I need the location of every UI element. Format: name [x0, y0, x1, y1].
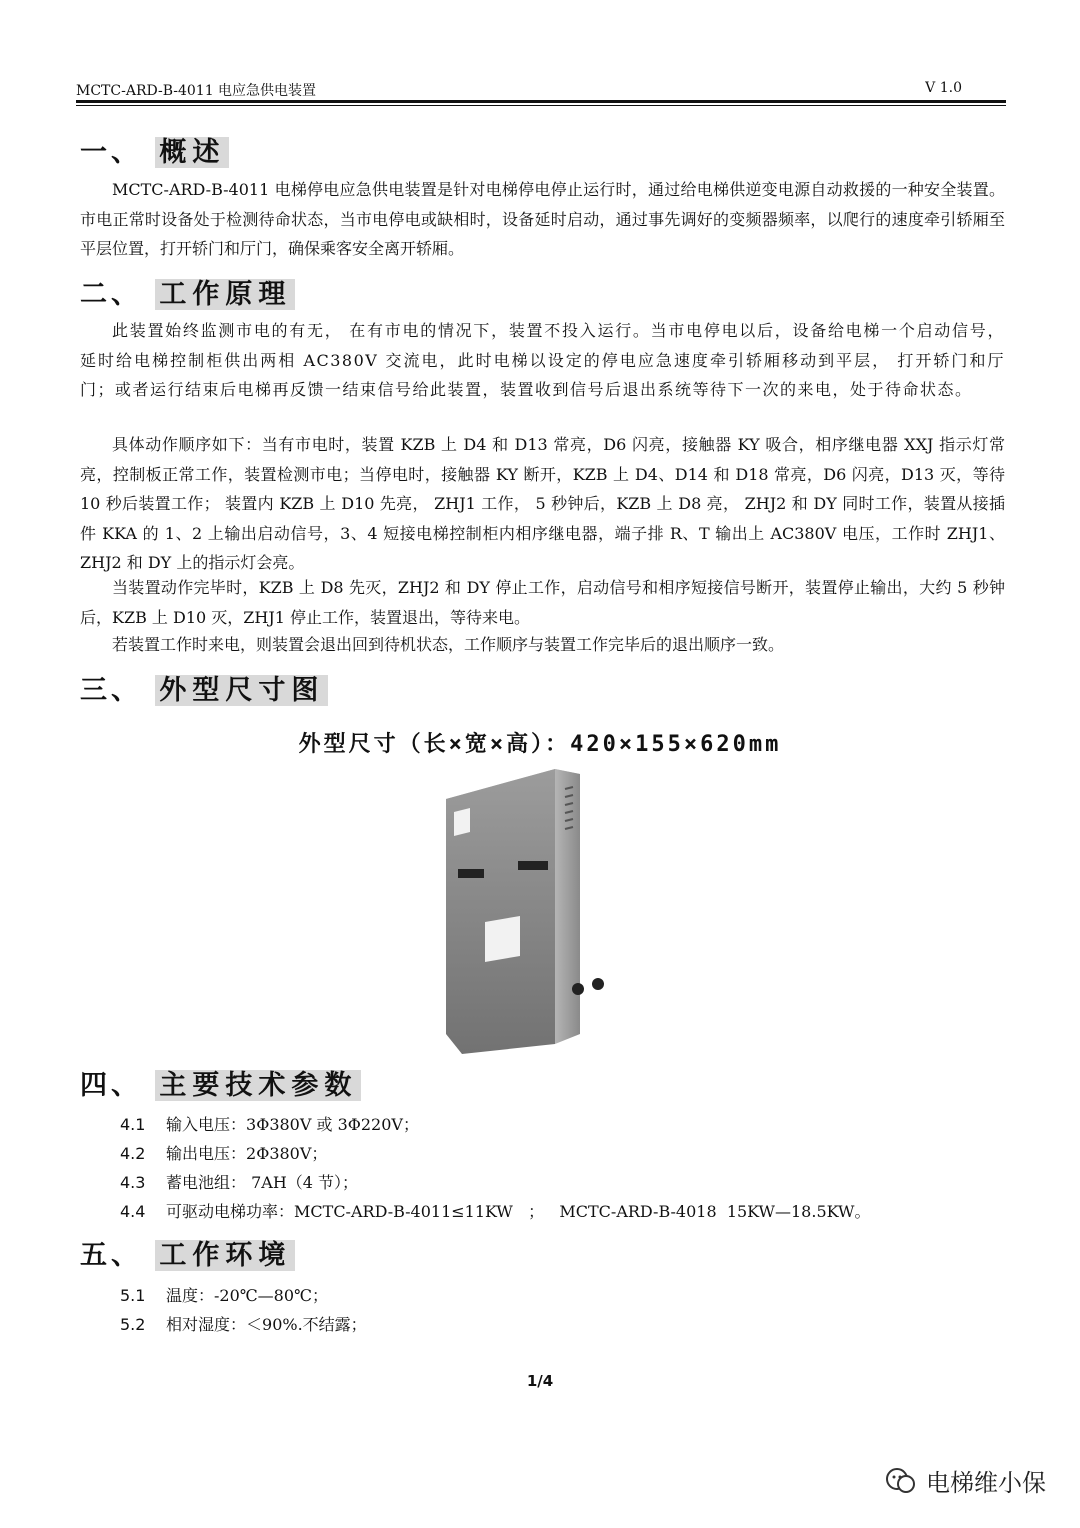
param-number: 4.1: [120, 1115, 146, 1134]
param-label: 蓄电池组：: [166, 1173, 247, 1192]
header-version: V 1.0: [925, 80, 962, 96]
section-1-number: 一、: [80, 137, 142, 168]
env-value: ＜90%.不结露；: [246, 1315, 367, 1334]
param-item: [120, 1141, 327, 1164]
param-value: MCTC-ARD-B-4011≤11KW ； MCTC-ARD-B-4018 15KW—18.5KW。: [294, 1202, 871, 1221]
section-3-title: 外型尺寸图: [155, 675, 328, 706]
section-4-heading: [80, 1063, 361, 1102]
param-value: 3Φ380V 或 3Φ220V；: [246, 1115, 419, 1134]
env-label: 相对湿度：: [166, 1315, 247, 1334]
env-number: 5.1: [120, 1286, 146, 1305]
principle-paragraph-3: 当装置动作完毕时，KZB 上 D8 先灭，ZHJ2 和 DY 停止工作，启动信号和相序短接信号断开，装置停止输出，大约 5 秒钟后，KZB 上 D10 灭，ZHJ1 停止工作，装置退出，等待来电。: [80, 578, 1005, 627]
param-label: 输出电压：: [166, 1144, 247, 1163]
param-value: 2Φ380V；: [246, 1144, 328, 1163]
section-5-title: 工作环境: [155, 1240, 295, 1271]
param-item: [120, 1170, 358, 1193]
section-4-number: 四、: [80, 1070, 142, 1101]
param-value: 7AH（4 节）；: [246, 1173, 359, 1192]
section-3-heading: [80, 668, 328, 707]
section-4-title: 主要技术参数: [155, 1070, 361, 1101]
env-number: 5.2: [120, 1315, 146, 1334]
section-3-number: 三、: [80, 675, 142, 706]
section-2-title: 工作原理: [155, 279, 295, 310]
param-number: 4.3: [120, 1173, 146, 1192]
section-1-heading: [80, 130, 229, 169]
overview-paragraph: MCTC-ARD-B-4011 电梯停电应急供电装置是针对电梯停电停止运行时，通过给电梯供逆变电源自动救援的一种安全装置。市电正常时设备处于检测待命状态，当市电停电或缺相时，设备延时启动，通过事先调好的变频器频率，以爬行的速度牵引轿厢至平层位置，打开轿门和厅门，确保乘客安全离开轿厢。: [80, 180, 1005, 258]
dimension-title: 外型尺寸（长×宽×高）：420×155×620mm: [298, 732, 782, 757]
header-doc-title: MCTC-ARD-B-4011 电应急供电装置: [76, 83, 317, 99]
env-item: [120, 1283, 328, 1306]
section-2-heading: [80, 272, 295, 311]
env-label: 温度：: [166, 1286, 215, 1305]
param-item: [120, 1199, 870, 1222]
product-cabinet-image: [440, 764, 615, 1054]
principle-paragraph-2: 具体动作顺序如下：当有市电时，装置 KZB 上 D4 和 D13 常亮，D6 闪亮，接触器 KY 吸合，相序继电器 XXJ 指示灯常亮，控制板正常工作，装置检测市电；当停电时，接触器 KY 断开，KZB 上 D4、D14 和 D18 常亮，D6 闪亮，D13 灭，等待 10 秒后装置工作； 装置内 KZB 上 D10 先亮， ZHJ1 工作， 5 秒钟后，KZB 上 D8 亮， ZHJ2 和 DY 同时工作，装置从接插件 KKA 的 1、2 上输出启动信号，3、4 短接电梯控制柜内相序继电器，端子排 R、T 输出上 AC380V 电压，工作时 ZHJ1、ZHJ2 和 DY 上的指示灯会亮。: [80, 435, 1005, 572]
watermark: [884, 1463, 1046, 1498]
principle-paragraph-1: 此装置始终监测市电的有无， 在有市电的情况下，装置不投入运行。当市电停电以后，设备给电梯一个启动信号， 延时给电梯控制柜供出两相 AC380V 交流电，此时电梯以设定的停电应急速度牵引轿厢移动到平层， 打开轿门和厅门；或者运行结束后电梯再反馈一结束信号给此装置，装置收到信号后退出系统等待下一次的来电，处于待命状态。: [80, 321, 1005, 399]
param-label: 输入电压：: [166, 1115, 247, 1134]
param-label: 可驱动电梯功率：: [166, 1202, 295, 1221]
env-item: [120, 1312, 367, 1335]
watermark-text: 电梯维小保: [926, 1469, 1046, 1497]
section-1-title: 概述: [155, 137, 229, 168]
section-5-number: 五、: [80, 1240, 142, 1271]
page-number: 1/4: [526, 1372, 554, 1390]
section-2-number: 二、: [80, 279, 142, 310]
env-value: -20℃—80℃；: [214, 1286, 328, 1305]
wechat-official-account-icon: [884, 1466, 918, 1496]
section-5-heading: [80, 1233, 295, 1272]
param-number: 4.4: [120, 1202, 146, 1221]
page-header: [76, 78, 1006, 103]
param-item: [120, 1112, 419, 1135]
principle-paragraph-4: 若装置工作时来电，则装置会退出回到待机状态，工作顺序与装置工作完毕后的退出顺序一致。: [112, 635, 785, 654]
param-number: 4.2: [120, 1144, 146, 1163]
